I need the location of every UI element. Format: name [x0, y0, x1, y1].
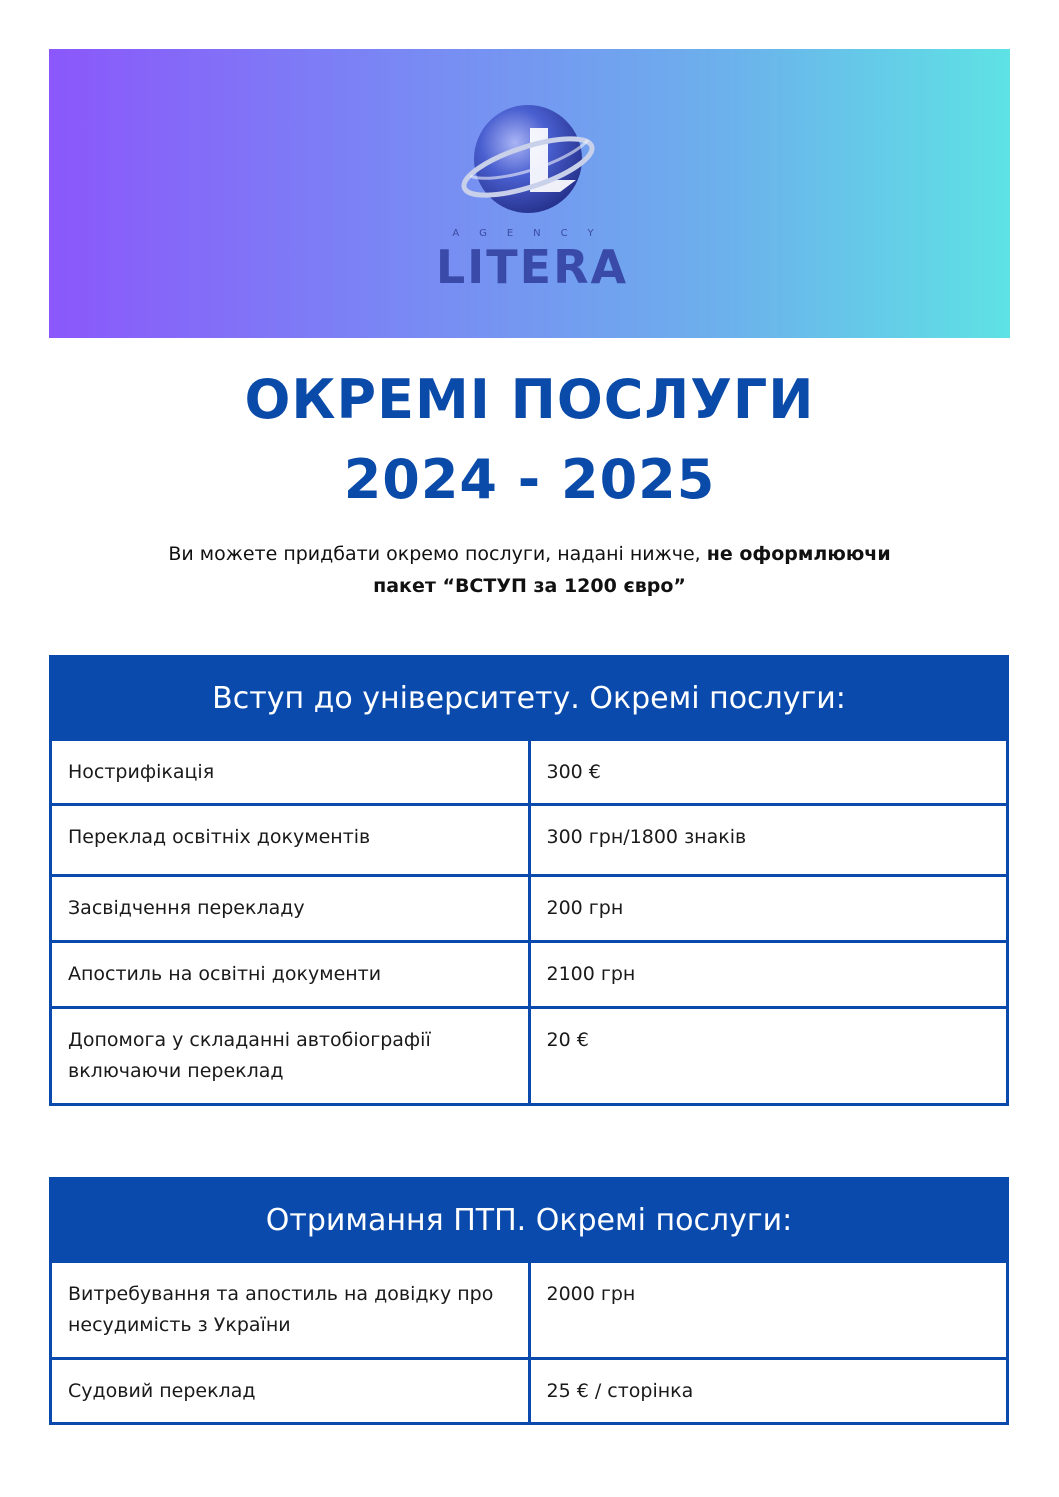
service-name: Засвідчення перекладу — [51, 876, 530, 942]
service-name: Судовий переклад — [51, 1359, 530, 1424]
service-name: Апостиль на освітні документи — [51, 942, 530, 1008]
service-price: 2000 грн — [529, 1262, 1008, 1359]
table-row — [51, 805, 1008, 876]
table-title: Отримання ПТП. Окремі послуги: — [51, 1179, 1008, 1262]
service-price: 200 грн — [529, 876, 1008, 942]
logo-agency-text: AGENCY — [452, 228, 614, 239]
service-name: Переклад освітніх документів — [51, 805, 530, 876]
university-services-table — [49, 655, 1009, 1106]
service-price: 2100 грн — [529, 942, 1008, 1008]
page-subtitle-years: 2024 - 2025 — [343, 448, 716, 511]
intro-bold-1: не оформлюючи — [706, 543, 891, 565]
table-row — [51, 1359, 1008, 1424]
litera-logo — [430, 100, 630, 294]
table-title: Вступ до університету. Окремі послуги: — [51, 657, 1008, 740]
table-row — [51, 942, 1008, 1008]
page-title: ОКРЕМІ ПОСЛУГИ — [244, 368, 815, 431]
service-name: Допомога у складанні автобіографії включаючи переклад — [51, 1008, 530, 1105]
table-row — [51, 740, 1008, 805]
globe-logo-icon — [430, 100, 630, 230]
intro-text: Ви можете придбати окремо послуги, надані нижче, — [168, 543, 707, 565]
table-row — [51, 1262, 1008, 1359]
intro-paragraph — [100, 538, 959, 602]
logo-name-text: LITERA — [435, 240, 629, 294]
service-price: 25 € / сторінка — [529, 1359, 1008, 1424]
service-name: Нострифікація — [51, 740, 530, 805]
service-price: 20 € — [529, 1008, 1008, 1105]
service-price: 300 € — [529, 740, 1008, 805]
service-price: 300 грн/1800 знаків — [529, 805, 1008, 876]
intro-bold-2: пакет “ВСТУП за 1200 євро” — [373, 575, 686, 597]
table-row — [51, 1008, 1008, 1105]
table-row — [51, 876, 1008, 942]
service-name: Витребування та апостиль на довідку про несудимість з України — [51, 1262, 530, 1359]
residence-permit-services-table — [49, 1177, 1009, 1425]
